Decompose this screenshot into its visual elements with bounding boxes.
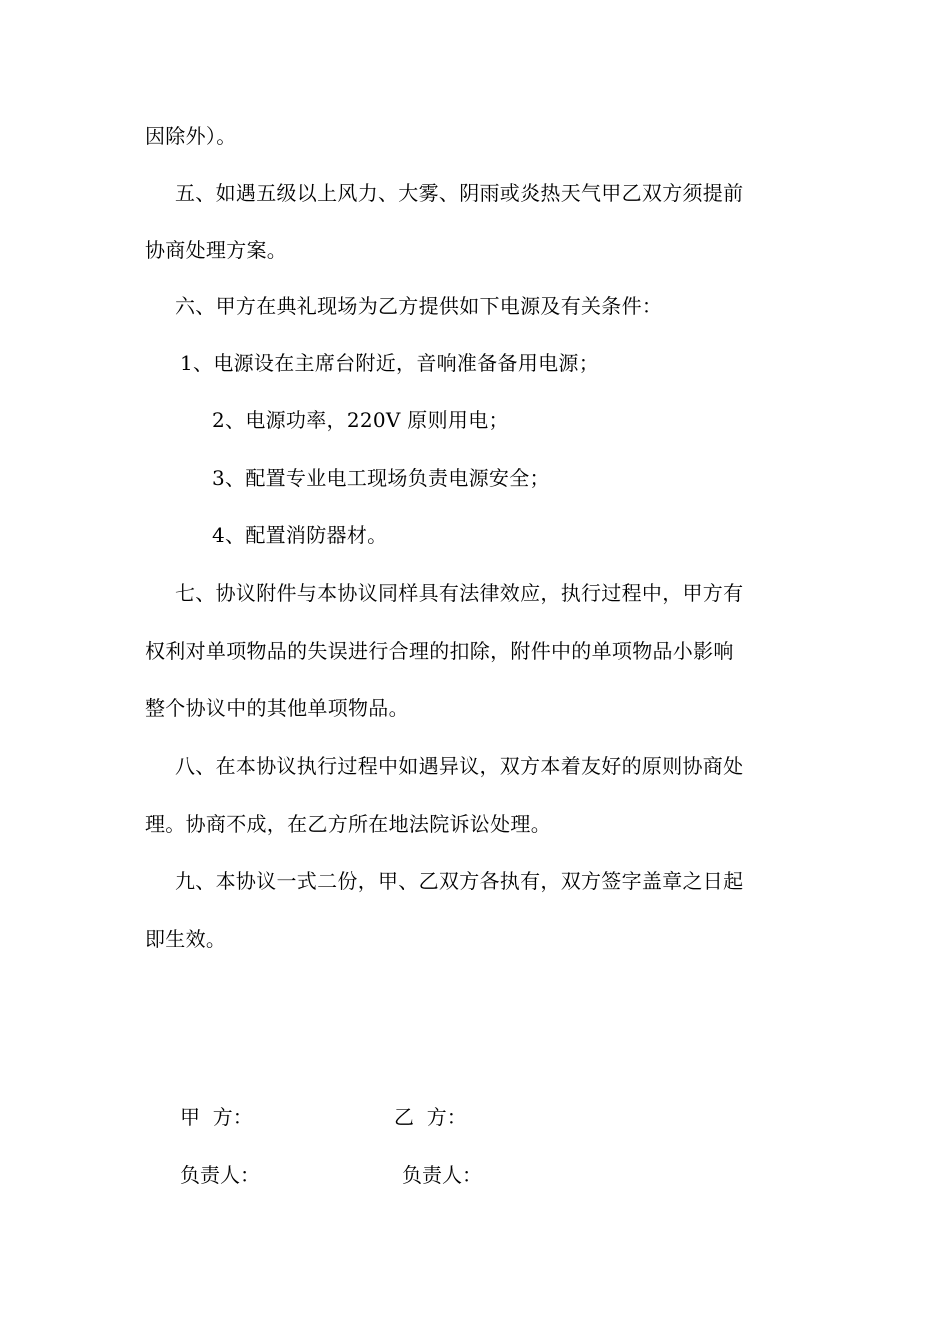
clause-6-item-2: 2、电源功率，220V 原则用电； (212, 408, 509, 432)
clause-5-line-2: 协商处理方案。 (145, 238, 288, 262)
party-b-person-label: 负责人： (402, 1163, 482, 1187)
party-a-person-label: 负责人： (180, 1163, 260, 1187)
clause-9-line-1: 九、本协议一式二份，甲、乙双方各执有，双方签字盖章之日起 (175, 869, 744, 893)
clause-6-item-1: 1、电源设在主席台附近，音响准备备用电源； (180, 351, 600, 375)
clause-6-line-1: 六、甲方在典礼现场为乙方提供如下电源及有关条件： (175, 294, 663, 318)
clause-7-line-3: 整个协议中的其他单项物品。 (145, 696, 409, 720)
clause-7-line-2: 权利对单项物品的失误进行合理的扣除，附件中的单项物品小影响 (145, 639, 734, 663)
clause-9-line-2: 即生效。 (145, 927, 227, 951)
party-b-label: 乙 方： (394, 1105, 467, 1129)
clause-5-line-1: 五、如遇五级以上风力、大雾、阴雨或炎热天气甲乙双方须提前 (175, 181, 744, 205)
clause-8-line-2: 理。协商不成，在乙方所在地法院诉讼处理。 (145, 812, 551, 836)
clause-7-line-1: 七、协议附件与本协议同样具有法律效应，执行过程中，甲方有 (175, 581, 744, 605)
party-a-label: 甲 方： (180, 1105, 253, 1129)
clause-6-item-4: 4、配置消防器材。 (212, 523, 388, 547)
clause-6-item-3: 3、配置专业电工现场负责电源安全； (212, 466, 550, 490)
clause-8-line-1: 八、在本协议执行过程中如遇异议，双方本着友好的原则协商处 (175, 754, 744, 778)
text-line-1: 因除外）。 (145, 124, 237, 148)
